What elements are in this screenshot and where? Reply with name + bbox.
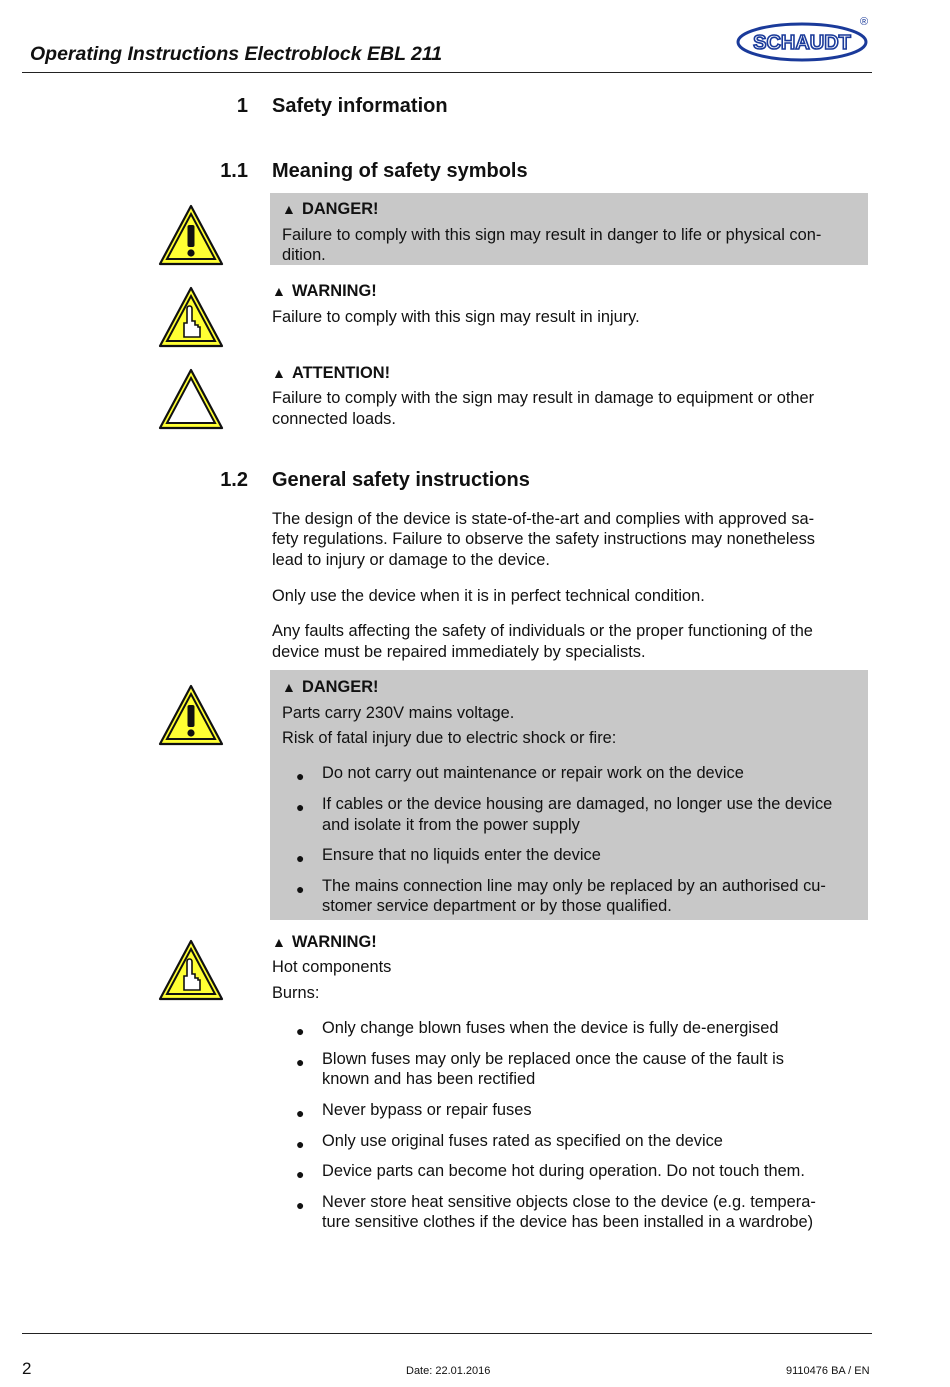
danger-label: ▲ DANGER!	[282, 678, 379, 696]
bullet-icon: ●	[296, 768, 305, 784]
list-item: known and has been rectified	[322, 1070, 536, 1088]
bullet-icon: ●	[296, 1166, 305, 1182]
warning-label: ▲ WARNING!	[272, 933, 377, 951]
paragraph: Only use the device when it is in perfect technical condition.	[272, 587, 705, 605]
warning-label: ▲ WARNING!	[272, 282, 377, 300]
triangle-icon: ▲	[282, 201, 296, 217]
attention-text: Failure to comply with the sign may result in damage to equipment or other	[272, 389, 815, 407]
bullet-icon: ●	[296, 1136, 305, 1152]
list-item: Only use original fuses rated as specified on the device	[322, 1132, 723, 1150]
list-item: Do not carry out maintenance or repair work on the device	[322, 764, 744, 782]
schaudt-logo	[736, 14, 872, 64]
section-title: Meaning of safety symbols	[272, 160, 528, 182]
warning-text: Failure to comply with this sign may result in injury.	[272, 308, 640, 326]
attention-label: ▲ ATTENTION!	[272, 364, 391, 382]
bullet-icon: ●	[296, 1023, 305, 1039]
header-divider	[22, 72, 872, 73]
list-item: Never store heat sensitive objects close to the device (e.g. tempera-	[322, 1193, 816, 1211]
footer-divider	[22, 1333, 872, 1334]
paragraph: device must be repaired immediately by specialists.	[272, 643, 646, 661]
bullet-icon: ●	[296, 1054, 305, 1070]
page-number: 2	[22, 1359, 32, 1378]
bullet-icon: ●	[296, 799, 305, 815]
danger-text: Risk of fatal injury due to electric shock or fire:	[282, 729, 617, 747]
list-item: stomer service department or by those qualified.	[322, 897, 672, 915]
svg-text:®: ®	[859, 16, 869, 28]
hand-warning-icon	[157, 285, 225, 349]
exclamation-warning-icon	[157, 203, 225, 267]
attention-text: connected loads.	[272, 410, 396, 428]
danger-label: ▲ DANGER!	[282, 200, 379, 218]
triangle-icon: ▲	[272, 365, 286, 381]
list-item: Blown fuses may only be replaced once the cause of the fault is	[322, 1050, 784, 1068]
document-title: Operating Instructions Electroblock EBL 211	[30, 43, 443, 65]
warning-text: Hot components	[272, 958, 392, 976]
paragraph: lead to injury or damage to the device.	[272, 551, 550, 569]
section-number: 1.1	[220, 160, 248, 182]
exclamation-warning-icon	[157, 683, 225, 747]
paragraph: fety regulations. Failure to observe the safety instructions may nonetheless	[272, 530, 815, 548]
hand-warning-icon	[157, 938, 225, 1002]
list-item: Only change blown fuses when the device is fully de-energised	[322, 1019, 779, 1037]
section-number: 1.2	[220, 469, 248, 491]
section-title: Safety information	[272, 95, 448, 117]
danger-text: Parts carry 230V mains voltage.	[282, 704, 515, 722]
list-item: Ensure that no liquids enter the device	[322, 846, 601, 864]
triangle-icon: ▲	[272, 283, 286, 299]
list-item: ture sensitive clothes if the device has been installed in a wardrobe)	[322, 1213, 814, 1231]
document-number: 9110476 BA / EN	[786, 1365, 870, 1377]
empty-warning-icon	[157, 367, 225, 431]
bullet-icon: ●	[296, 1105, 305, 1121]
danger-text: dition.	[282, 246, 326, 264]
paragraph: Any faults affecting the safety of individuals or the proper functioning of the	[272, 622, 813, 640]
section-title: General safety instructions	[272, 469, 530, 491]
list-item: If cables or the device housing are damaged, no longer use the device	[322, 795, 833, 813]
footer-date: Date: 22.01.2016	[406, 1365, 491, 1377]
bullet-icon: ●	[296, 1197, 305, 1213]
danger-text: Failure to comply with this sign may result in danger to life or physical con-	[282, 226, 822, 244]
list-item: The mains connection line may only be replaced by an authorised cu-	[322, 877, 826, 895]
triangle-icon: ▲	[282, 679, 296, 695]
paragraph: The design of the device is state-of-the-art and complies with approved sa-	[272, 510, 815, 528]
svg-text:SCHAUDT: SCHAUDT	[753, 32, 851, 54]
list-item: Device parts can become hot during operation. Do not touch them.	[322, 1162, 805, 1180]
section-number: 1	[236, 95, 248, 117]
list-item: Never bypass or repair fuses	[322, 1101, 532, 1119]
warning-text: Burns:	[272, 984, 320, 1002]
triangle-icon: ▲	[272, 934, 286, 950]
list-item: and isolate it from the power supply	[322, 816, 580, 834]
bullet-icon: ●	[296, 881, 305, 897]
bullet-icon: ●	[296, 850, 305, 866]
